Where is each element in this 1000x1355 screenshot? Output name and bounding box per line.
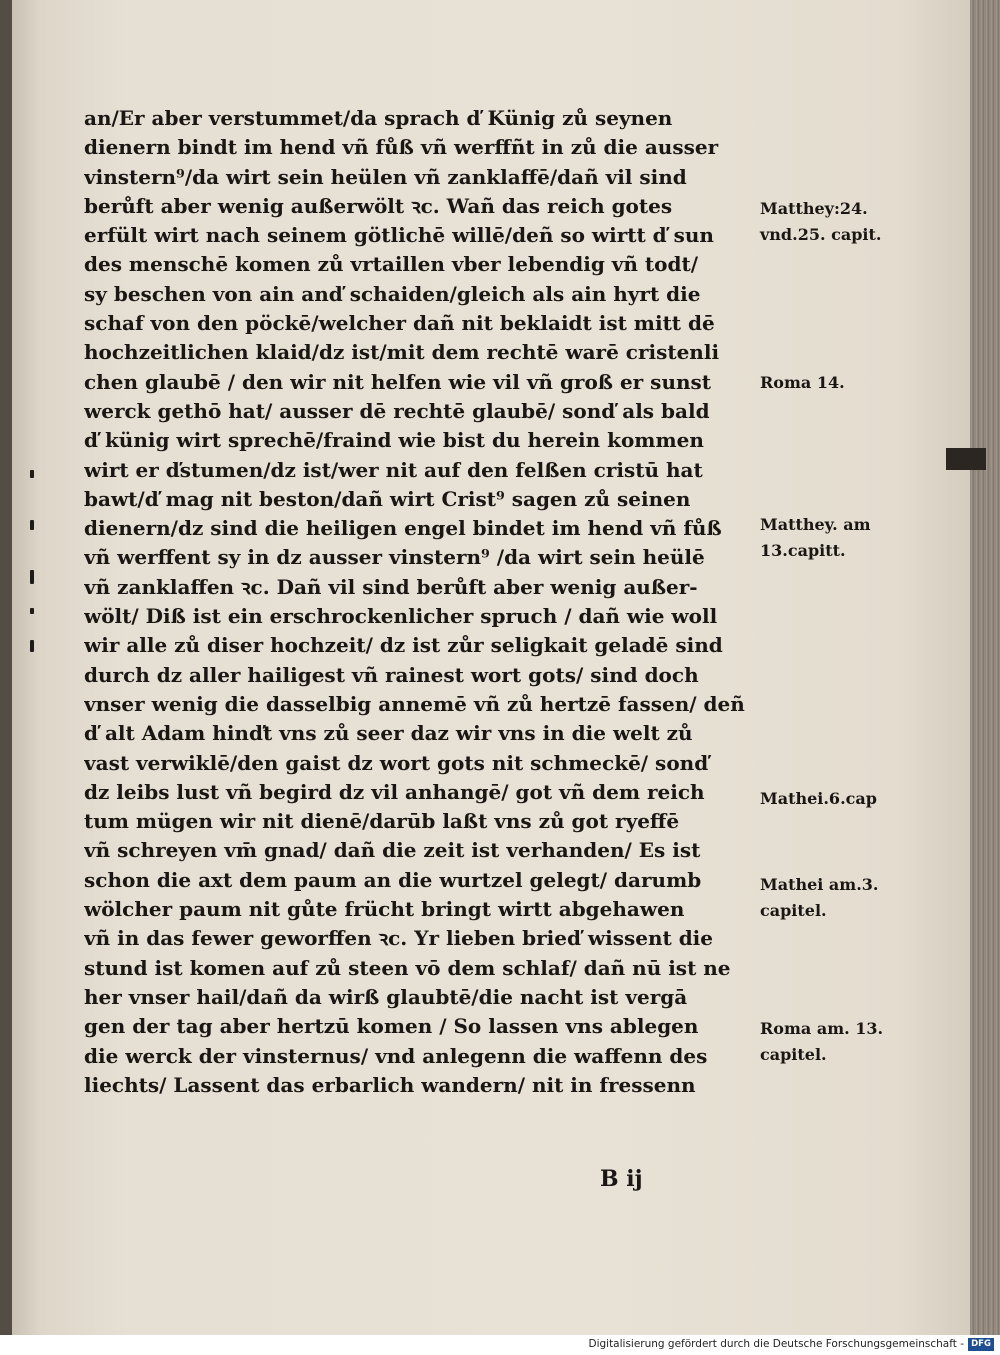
text-line: berůft aber wenig außerwölt ꝛc. Wañ das reich gotes: [84, 193, 673, 218]
gutter-mark: [30, 570, 34, 584]
page-edges: [970, 0, 1000, 1335]
text-line: dz leibs lust vñ begird dz vil anhangē/ got vñ dem reich: [84, 779, 705, 804]
footer-bar: [0, 1335, 1000, 1355]
text-line: wölt/ Diß ist ein erschrockenlicher spruch / dañ wie woll: [84, 604, 718, 629]
gutter-mark: [30, 640, 34, 652]
text-line: durch dz aller hailigest vñ rainest wort gots/ sind doch: [84, 662, 699, 687]
text-line: chen glaubē / den wir nit helfen wie vil vñ groß er sunst: [84, 369, 712, 394]
text-line: tum mügen wir nit dienē/darūb laßt vns zů got ryeffē: [84, 809, 680, 834]
text-line: hochzeitlichen klaid/dz ist/mit dem rechtē warē cristenli: [84, 340, 720, 365]
margin-note-line: vnd.25. capit.: [760, 225, 882, 244]
text-line: vñ schreyen vm̄ gnad/ dañ die zeit ist verhanden/ Es ist: [84, 838, 701, 863]
signature-mark: B ij: [600, 1166, 643, 1192]
margin-note-line: Mathei.6.cap: [760, 789, 877, 808]
margin-note-line: Matthey:24.: [760, 199, 868, 218]
margin-note-line: Mathei am.3.: [760, 875, 879, 894]
margin-note-line: capitel.: [760, 1045, 827, 1064]
text-line: dienern bindt im hend vñ fůß vñ werffñt in zů die ausser: [84, 135, 719, 160]
gutter-mark: [30, 520, 34, 530]
text-line: wirt er ďstumen/dz ist/wer nit auf den felßen cristū hat: [84, 457, 703, 482]
text-line: erfült wirt nach seinem götlichē willē/deñ so wirtt ď sun: [84, 223, 714, 248]
margin-note-matthew-24: [760, 196, 910, 248]
margin-note-line: capitel.: [760, 901, 827, 920]
text-line: wölcher paum nit gůte frücht bringt wirtt abgehawen: [84, 897, 685, 922]
text-line: sy beschen von ain anď schaiden/gleich als ain hyrt die: [84, 281, 701, 306]
text-line: vñ zanklaffen ꝛc. Dañ vil sind berůft aber wenig außer-: [84, 574, 698, 599]
body-text: [84, 104, 754, 1100]
margin-note-line: Roma am. 13.: [760, 1019, 884, 1038]
margin-note-romans-13: [760, 1016, 910, 1068]
text-line: vñ in das fewer geworffen ꝛc. Yr lieben brieď wissent die: [84, 926, 714, 951]
text-line: stund ist komen auf zů steen vō dem schlaf/ dañ nū ist ne: [84, 955, 731, 980]
text-line: bawt/ď mag nit beston/dañ wirt Crist⁹ sagen zů seinen: [84, 486, 691, 511]
text-line: vast verwiklē/den gaist dz wort gots nit schmeckē/ sonď: [84, 750, 709, 775]
gutter-mark: [30, 470, 34, 478]
text-line: gen der tag aber hertzū komen / So lassen vns ablegen: [84, 1014, 699, 1039]
margin-note-romans-14: [760, 370, 910, 396]
text-line: her vnser hail/dañ da wirß glaubtē/die nacht ist vergā: [84, 984, 688, 1009]
margin-note-line: Matthey. am: [760, 515, 871, 534]
text-line: des menschē komen zů vrtaillen vber lebendig vñ todt/: [84, 252, 699, 277]
margin-note-matthew-6: [760, 786, 910, 812]
text-line: wir alle zů diser hochzeit/ dz ist zůr seligkait geladē sind: [84, 633, 723, 658]
text-line: ď alt Adam hinďt vns zů seer daz wir vns in die welt zů: [84, 721, 693, 746]
margin-note-matthew-13: [760, 512, 910, 564]
text-line: vñ werffent sy in dz ausser vinstern⁹ /da wirt sein heülē: [84, 545, 705, 570]
text-line: schaf von den pöckē/welcher dañ nit beklaidt ist mitt dē: [84, 311, 715, 336]
margin-note-line: 13.capitt.: [760, 541, 846, 560]
text-line: die werck der vinsternus/ vnd anlegenn die waffenn des: [84, 1043, 708, 1068]
text-line: vinstern⁹/da wirt sein heülen vñ zanklaffē/dañ vil sind: [84, 164, 687, 189]
text-line: ď künig wirt sprechē/fraind wie bist du herein kommen: [84, 428, 704, 453]
text-line: vnser wenig die dasselbig annemē vñ zů hertzē fassen/ deñ: [84, 691, 745, 716]
text-line: dienern/dz sind die heiligen engel bindet im hend vñ fůß: [84, 516, 722, 541]
text-line: an/Er aber verstummet/da sprach ď Künig zů seynen: [84, 106, 673, 130]
margin-note-line: Roma 14.: [760, 373, 845, 392]
margin-note-matthew-3: [760, 872, 910, 924]
text-line: schon die axt dem paum an die wurtzel gelegt/ darumb: [84, 867, 702, 892]
text-line: werck gethō hat/ ausser dē rechtē glaubē/ sonď als bald: [84, 398, 710, 423]
dfg-logo[interactable]: DFG: [968, 1338, 994, 1351]
gutter-mark: [30, 608, 34, 614]
text-line: liechts/ Lassent das erbarlich wandern/ nit in fressenn: [84, 1072, 696, 1097]
footer-credit: Digitalisierung gefördert durch die Deutsche Forschungsgemeinschaft -: [588, 1338, 964, 1350]
page-edge-marker: [946, 448, 986, 470]
